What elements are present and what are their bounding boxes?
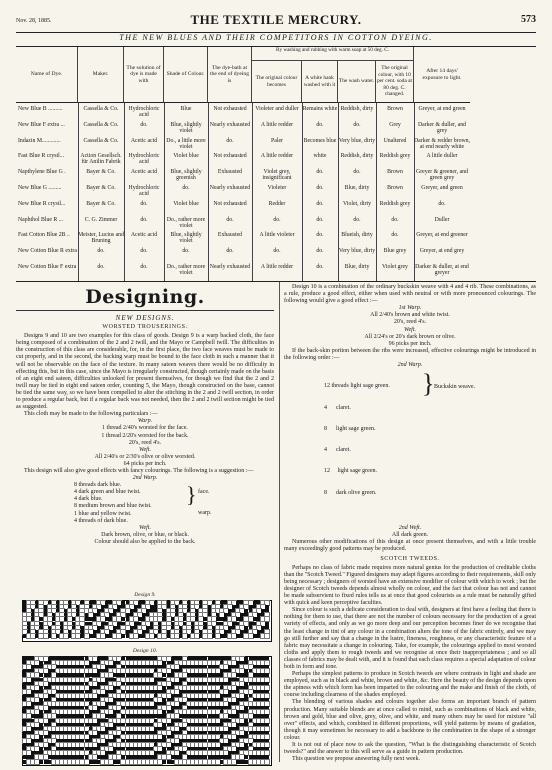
cell-maker: Cassella & Co.: [83, 121, 119, 128]
list-item: 8 medium brown and blue twist.: [74, 503, 152, 510]
cell-wash-water: Blue, dirty: [344, 264, 370, 270]
cell-chlorine: Violet grey: [382, 264, 408, 270]
cell-original: Paler: [271, 137, 283, 144]
cell-bath: Nearly exhausted: [209, 264, 251, 270]
design-9-weave-grid: [22, 600, 272, 642]
cell-white-hank: do.: [316, 216, 324, 223]
paragraph: Perhaps the simplest patterns to produce in Scotch tweeds are where contrasts in light and shade are employed, such as in black and white, brown and white, &c. Here the beauty of the design depends upon the aptness with which form has been imparted to the colouring and the make and finish of the cloth, of course including clearness of the shades employed.: [284, 671, 536, 699]
cell-original: A little redder: [260, 121, 294, 128]
warp-line: 20's, reed 4's.: [393, 319, 427, 326]
table-row: [16, 137, 536, 152]
weft-label: Weft.: [139, 446, 151, 453]
newspaper-page: [16, 6, 536, 766]
cell-solution: Acetic acid: [130, 169, 158, 176]
cell-white-hank: do.: [316, 200, 324, 207]
cell-exposure: Darker & duller, and grey: [417, 121, 467, 134]
cell-white-hank: do.: [316, 232, 324, 239]
list-item: 12 threads light sage green.: [324, 383, 390, 390]
warp-label: 1st Warp.: [398, 305, 422, 312]
second-weft-label: 2nd Weft.: [398, 525, 422, 532]
paragraph: This question we propose answering fully next week.: [292, 756, 420, 763]
cell-exposure: Darker & duller, at end greyer: [415, 264, 469, 276]
cell-maker: do.: [97, 264, 105, 270]
cell-exposure: Greyer, at end greener: [416, 232, 468, 239]
cell-white-hank: do.: [316, 121, 324, 128]
weft-line: All 2/40's or 2/30's olive or olive worsted.: [94, 453, 196, 460]
cell-solution: do.: [140, 216, 148, 223]
cell-shade: Violet blue: [173, 153, 199, 160]
article-title: NEW DESIGNS.: [115, 314, 175, 322]
cell-bath: Not exhausted: [213, 200, 247, 207]
design-9-caption: Design 9.: [134, 592, 156, 598]
cell-dye-name: Naphthol Blue R ...: [18, 216, 64, 223]
cell-bath: Not exhausted: [213, 153, 247, 160]
cell-dye-name: Indazin M.............: [18, 137, 61, 144]
paragraph: This design will also give good effects with fancy colourings. The following is a suggestion :—: [24, 467, 254, 474]
paragraph: Perhaps no class of fabric made requires more natural genius for the production of creditable cloths than the "Scotch Tweed." Figured designers may adapt figures according to their requirements, skill only being necessary ; designers of worsted have an extensive modifier of colour with which to work ; but the designer of Scotch tweeds depends almost wholly on colour, and the fact that colour has not and cannot be made subservient to fixed rules tells us at once that good colourists as a rule must be naturally gifted with quick and keen perceptive faculties.: [284, 564, 536, 607]
second-weft-label: Weft.: [139, 524, 151, 531]
table-row: [16, 200, 536, 215]
list-item: 4 threads of dark blue.: [74, 517, 128, 524]
running-header: [16, 10, 536, 33]
cell-bath: do.: [226, 216, 234, 223]
weft-line: 96 picks per inch.: [388, 340, 432, 347]
list-item: 8 threads dark blue.: [74, 482, 122, 489]
paragraph: The blending of various shades and colours together also forms an important branch of pattern production. Many suitable blends are at once called to mind, such as combinations of black and white, brown and gold, blue and olive, grey, olive, and white, and many others may be used for mixture "all over" effects, and which, combined in different proportions, will yield patterns by means of gradation, though it may sometimes be necessary to add a backbone to the combination in the shape of a stronger colour.: [284, 699, 536, 741]
warp-line: 1 thread 2/40's worsted for the face.: [102, 425, 188, 432]
list-item: 1 blue and yellow twist.: [74, 510, 132, 517]
left-column: [16, 312, 274, 546]
col-header-bath: The dye-bath at the end of dyeing is: [208, 47, 252, 103]
cell-shade: Blue, slightly violet: [170, 232, 202, 245]
table-row: [16, 216, 536, 231]
cell-bath: Nearly exhausted: [209, 121, 251, 128]
col-header-white-hank: A white hank washed with it: [302, 61, 338, 103]
cell-solution: do.: [140, 264, 148, 270]
cell-bath: Exhausted: [217, 232, 243, 239]
cell-exposure: A little duller: [426, 153, 458, 160]
cell-bath: do.: [226, 248, 234, 255]
cell-white-hank: do.: [316, 264, 324, 270]
cell-shade: Do., rather more violet: [166, 264, 206, 276]
cell-chlorine: Reddish grey: [379, 200, 411, 207]
cell-shade: Violet blue: [173, 200, 199, 207]
col-header-name: Name of Dye.: [16, 47, 78, 103]
cell-original: Violeter: [267, 185, 287, 191]
warp-line: All 2/40's brown and white twist.: [370, 312, 450, 319]
second-warp-list: [16, 482, 274, 525]
cell-bath: Exhausted: [217, 169, 243, 176]
design-10-caption: Design 10.: [132, 648, 158, 654]
cell-bath: Not exhausted: [213, 106, 247, 112]
cell-shade: Do., a little more violet: [166, 137, 206, 150]
cell-chlorine: Brown: [387, 106, 403, 112]
col-group-header-washing: By washing and rubbing with warm soap at 50 deg. C.: [252, 47, 414, 61]
cell-wash-water: do.: [353, 169, 361, 176]
cell-maker: Cassella & Co.: [83, 137, 119, 144]
cell-wash-water: Violet, dirty: [343, 200, 371, 207]
paragraph: If the back-skin portion between the ribs were increased, effective colourings might be introduced in the following order :—: [284, 347, 536, 361]
weft-line: Colour should also be applied to the back.: [94, 538, 196, 545]
cell-original: A little redder: [260, 153, 294, 160]
paragraph: Since colour is such a delicate consideration to deal with, designers at first have a feeling that there is nothing for them to use, that there are not the number of colours necessary for the production of a great variety of effects, and only as we go more deep and our perception becomes finer do we recognise that the least change in tint of any colour in a combination alters the tone of the fabric entirely, and we may go still further and say that a change in the lustre, fineness, roughness, or any characteristic feature of a fabric may necessitate a change in colouring. Take, for example, the colourings applied to most worsted cloths and apply them to rough tweeds and we recognise at once their inappropriateness ; and so all classes of fabrics may be dealt with, and it is found that each class requires a special adaptation of colour both in form and tone.: [284, 607, 536, 670]
cell-maker: do.: [97, 248, 105, 255]
cell-solution: Hydrochloric acid: [128, 153, 160, 166]
paragraph: Numerous other modifications of this design at once present themselves, and with a little trouble many exceedingly good patterns may be produced.: [284, 539, 536, 553]
table-title: THE NEW BLUES AND THEIR COMPETITORS IN COTTON DYEING.: [119, 33, 433, 42]
section-heading-scotch-tweeds: SCOTCH TWEEDS.: [380, 555, 440, 562]
brace-glyph: }: [186, 482, 197, 508]
cell-wash-water: Very blue, dirty: [338, 137, 376, 144]
cell-original: A little violeter: [259, 232, 295, 239]
warp-line: 1 thread 2/20's worsted for the back.: [101, 432, 189, 439]
brace-label: face.: [198, 489, 210, 496]
cell-chlorine: do.: [391, 216, 399, 223]
cell-chlorine: do.: [391, 232, 399, 239]
cell-white-hank: do.: [316, 169, 324, 176]
cell-wash-water: do.: [353, 216, 361, 223]
cell-chlorine: Blue grey: [383, 248, 407, 255]
cell-dye-name: New Cotton Blue F extra: [18, 264, 77, 270]
table-row: [16, 152, 536, 167]
cell-chlorine: Brown: [387, 169, 403, 176]
cell-dye-name: New Blue G .........: [18, 185, 62, 191]
cell-wash-water: Reddish, dirty: [340, 106, 374, 112]
weft-line: All 2/24's or 20's dark brown or olive.: [364, 333, 456, 340]
cell-maker: Bayer & Co.: [86, 185, 116, 191]
second-warp-label: 2nd Warp.: [397, 362, 423, 369]
cell-dye-name: New Blue F extra ...: [18, 121, 65, 128]
list-item: 4 dark green and blue twist.: [74, 489, 141, 496]
cell-solution: do.: [140, 200, 148, 207]
cell-solution: Acetic acid: [130, 232, 158, 239]
warp-label: Warp.: [137, 418, 153, 425]
table-row: [16, 121, 536, 136]
cell-maker: Meister, Lucius and Bruning: [78, 232, 124, 245]
cell-wash-water: Blueish, dirty: [341, 232, 373, 239]
col-header-wash-water: The wash water.: [338, 61, 376, 103]
col-header-chlorine: The original colour, with 10 per cent. soda at 80 deg. C. changed.: [376, 61, 414, 103]
weft-line: All dark green.: [391, 532, 429, 539]
cell-shade: Blue, slightly violet: [170, 121, 202, 134]
list-item: 4 claret.: [324, 404, 351, 411]
brace-label: warp.: [198, 510, 212, 517]
cell-dye-name: Napthylene Blue G .: [18, 169, 66, 176]
col-header-shade: Shade of Colour.: [164, 47, 208, 103]
cell-chlorine: Unaltered: [383, 137, 407, 144]
colour-order-list: [284, 369, 536, 525]
table-row: [16, 231, 536, 246]
cell-shade: do.: [182, 248, 190, 255]
weft-line: Dark brown, olive, or blue, or black.: [101, 531, 189, 538]
cell-original: Violeter and duller: [255, 106, 299, 112]
cell-exposure: Greyer, at end green: [418, 106, 466, 112]
cell-solution: Hydrochloric acid: [128, 106, 160, 118]
cell-white-hank: white: [313, 153, 327, 160]
cell-dye-name: Fast Blue R crystl...: [18, 153, 65, 160]
cell-original: Redder: [268, 200, 286, 207]
cell-chlorine: Grey: [389, 121, 401, 128]
col-header-exposure: After 14 days' exposure to light.: [414, 47, 470, 103]
cell-maker: C. G. Zimmer: [84, 216, 118, 223]
cell-solution: Acetic acid: [130, 137, 158, 144]
page-number: 573: [521, 14, 536, 25]
cell-original: A little redder: [260, 264, 294, 270]
list-item: 4 claret.: [324, 447, 351, 454]
cell-maker: Bayer & Co.: [86, 169, 116, 176]
cell-shade: Do., rather more violet: [166, 216, 206, 229]
weft-label: Weft.: [404, 326, 416, 333]
cell-wash-water: Blue, dirty: [344, 185, 370, 191]
col-header-solution: The solution of dye is made with: [124, 47, 164, 103]
cell-shade: Blue: [180, 106, 192, 112]
cell-wash-water: Very blue, dirty: [338, 248, 376, 255]
cell-solution: Hydrochloric acid: [128, 185, 160, 197]
list-item: 8 dark olive green.: [324, 489, 377, 496]
table-row: [16, 263, 536, 278]
cell-chlorine: Reddish grey: [379, 153, 411, 160]
cell-solution: do.: [140, 121, 148, 128]
cell-original: Violet grey, insignificant: [262, 169, 292, 182]
section-banner: Designing.: [16, 286, 274, 311]
cell-exposure: Greyer & greener, and green grey: [416, 169, 468, 182]
cell-solution: do.: [140, 248, 148, 255]
cell-white-hank: Remains white: [302, 106, 338, 112]
cell-exposure: Darker & redder brown, at end nearly white: [414, 137, 471, 150]
weft-line: 64 picks per inch.: [123, 460, 167, 467]
cell-shade: Blue, slightly greenish: [170, 169, 202, 182]
brace-label: Buckskin weave.: [434, 384, 475, 391]
cell-exposure: do.: [438, 200, 446, 207]
cell-exposure: Duller: [434, 216, 450, 223]
right-column: [284, 284, 536, 763]
cell-dye-name: New Blue R crystl...: [18, 200, 66, 207]
cell-maker: Cassella & Co.: [83, 106, 119, 112]
column-divider: [279, 282, 280, 762]
cell-white-hank: do.: [316, 248, 324, 255]
paragraph: It is not out of place now to ask the question, "What is the distinguishing characteristic of Scotch tweeds?" and the answer to this will serve as a guide in pattern production.: [284, 742, 536, 756]
cell-dye-name: New Cotton Blue R extra: [18, 248, 77, 255]
article-subtitle: WORSTED TROUSERINGS.: [102, 324, 188, 331]
col-header-original: The original colour becomes: [252, 61, 302, 103]
cell-original: do.: [273, 248, 281, 255]
cell-maker: Action Gesellsch. für Anilin Fabrik: [80, 153, 122, 166]
cell-bath: do.: [226, 137, 234, 144]
col-header-maker: Maker.: [78, 47, 124, 103]
table-row: [16, 168, 536, 183]
warp-line: 20's, reed 4's.: [128, 439, 162, 446]
cell-chlorine: Brown: [387, 185, 403, 191]
cell-wash-water: Reddish, dirty: [340, 153, 374, 160]
dye-comparison-table: [16, 46, 536, 282]
cell-white-hank: Becomes blue: [303, 137, 337, 144]
cell-shade: do.: [182, 185, 190, 191]
cell-wash-water: do.: [353, 121, 361, 128]
cell-exposure: Greyer, and green: [421, 185, 463, 191]
issue-date: Nov. 28, 1885.: [16, 18, 52, 24]
second-warp-label: 2nd Warp.: [132, 475, 158, 482]
paragraph: Design 10 is a combination of the ordinary buckskin weave with 4 and 4 rib. These combinations, as a rule, produce a good effect, either when used with neutral or with more pronounced colourings. The following would give a good effect :—: [284, 284, 536, 305]
masthead-title: THE TEXTILE MERCURY.: [190, 12, 362, 27]
brace-glyph: }: [422, 369, 435, 399]
cell-maker: Bayer & Co.: [86, 200, 116, 207]
cell-bath: Nearly exhausted: [209, 185, 251, 191]
list-item: 8 light sage green.: [324, 425, 376, 432]
table-row: [16, 105, 536, 120]
table-row: [16, 184, 536, 199]
table-row: [16, 247, 536, 262]
list-item: 4 dark blue.: [74, 496, 103, 503]
cell-original: do.: [273, 216, 281, 223]
paragraph: This cloth may be made to the following particulars :—: [24, 411, 158, 418]
cell-exposure: Greyer, at end grey: [419, 248, 465, 255]
cell-dye-name: New Blue B ..........: [18, 106, 63, 112]
cell-dye-name: Fast Cotton Blue 2B ..: [18, 232, 70, 239]
list-item: 12 light sage green.: [324, 468, 377, 475]
paragraph: Designs 9 and 10 are two examples for this class of goods. Design 9 is a warp backed cloth, the face being composed of a combination of the 2 and 2 twill, and the Mayo or Campbell twill. The difficulties in the construction of this class are considerable, for, in the first place, the two face weaves must be made to cut properly, and in the second, the backing warp must be bound to the face cloth in such a manner that it will not be observable on the face of the texture. In many sateen weaves there would be no difficulty in effecting this, but in this case, since the Mayo is irregularly constructed, though certainly made on the basis of an eight end sateen, difficulties unlooked for present themselves, for though we find that the 2 and 2 twill may be tied in eight end sateen order, counting 5, the Mayo, though constructed on the base, cannot be tied the same way, so we have been compelled to alter the stitching in the 2 and 2 twill section, in order to produce a regular back, but if a regular back was not needed, then the 2 and 2 twill section might be tied as suggested.: [16, 333, 274, 411]
cell-white-hank: do.: [316, 185, 324, 191]
design-10-weave-grid: [22, 656, 272, 766]
